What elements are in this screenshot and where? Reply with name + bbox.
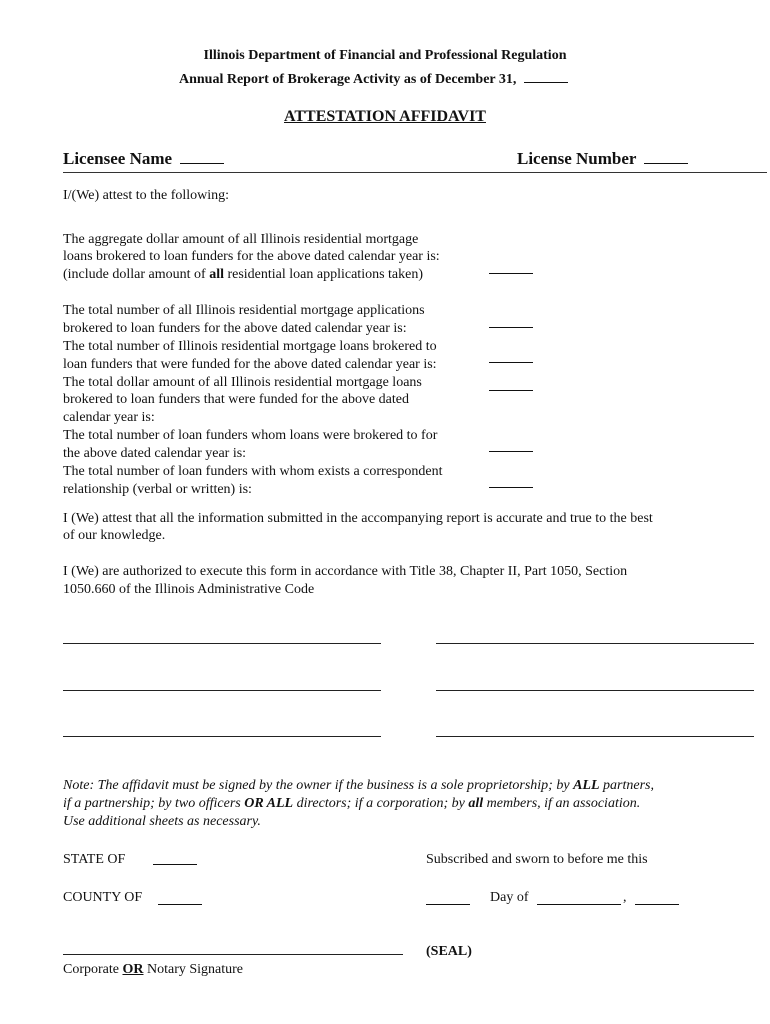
attest-accuracy-line-2: of our knowledge. xyxy=(63,528,166,543)
q3-answer-blank[interactable] xyxy=(489,362,533,363)
note-line-3: Use additional sheets as necessary. xyxy=(63,814,261,829)
report-title-line xyxy=(179,70,568,88)
note-line-2a: if a partnership; by two officers xyxy=(63,796,245,811)
q1-line-2: loans brokered to loan funders for the above dated calendar year is: xyxy=(63,249,440,264)
note-line-2e: members, if an association. xyxy=(483,796,641,811)
q4-line-2: brokered to loan funders that were funded for the above dated xyxy=(63,392,409,407)
signature-line[interactable] xyxy=(63,690,381,691)
signature-line[interactable] xyxy=(436,690,754,691)
q1-line-3a: (include dollar amount of xyxy=(63,267,210,282)
signature-caption xyxy=(63,961,243,979)
q1-line-3 xyxy=(63,266,423,284)
note-line-2 xyxy=(63,795,640,813)
note-line-2b: OR ALL xyxy=(244,796,294,811)
license-number-label: License Number xyxy=(517,149,637,168)
note-line-1c: partners, xyxy=(599,778,654,793)
signature-line[interactable] xyxy=(436,736,754,737)
note-line-1 xyxy=(63,777,654,795)
q6-answer-blank[interactable] xyxy=(489,487,533,488)
day-of-label: Day of xyxy=(490,890,529,905)
licensee-name-label: Licensee Name xyxy=(63,149,173,168)
q2-line-2: brokered to loan funders for the above dated calendar year is: xyxy=(63,321,407,336)
day-blank[interactable] xyxy=(426,904,470,905)
q2-answer-blank[interactable] xyxy=(489,327,533,328)
q3-line-1: The total number of Illinois residential mortgage loans brokered to xyxy=(63,339,437,354)
note-line-2c: directors; if a corporation; by xyxy=(293,796,469,811)
intro-text: I/(We) attest to the following: xyxy=(63,188,230,203)
report-title: Annual Report of Brokerage Activity as of December 31, xyxy=(179,72,517,87)
q6-line-2: relationship (verbal or written) is: xyxy=(63,482,252,497)
notary-signature-line[interactable] xyxy=(63,954,403,955)
attest-accuracy-line-1: I (We) attest that all the information submitted in the accompanying report is accurate and true to the best xyxy=(63,511,653,526)
note-line-1a: Note: The affidavit must be signed by the owner if the business is a sole proprietorship; by xyxy=(63,778,574,793)
note-line-1b: ALL xyxy=(573,778,600,793)
seal-label: (SEAL) xyxy=(426,944,472,959)
signature-caption-b: OR xyxy=(122,962,144,977)
subscribed-text: Subscribed and sworn to before me this xyxy=(426,852,648,867)
affidavit-title: ATTESTATION AFFIDAVIT xyxy=(284,108,486,125)
signature-caption-a: Corporate xyxy=(63,962,123,977)
attest-authority-line-1: I (We) are authorized to execute this form in accordance with Title 38, Chapter II, Part 1050, Section xyxy=(63,564,628,579)
month-blank[interactable] xyxy=(537,904,621,905)
q5-line-1: The total number of loan funders whom loans were brokered to for xyxy=(63,428,438,443)
state-label: STATE OF xyxy=(63,852,126,867)
license-number-label-row xyxy=(517,149,688,169)
q1-answer-blank[interactable] xyxy=(489,273,533,274)
q4-line-1: The total dollar amount of all Illinois residential mortgage loans xyxy=(63,375,422,390)
date-comma: , xyxy=(623,890,627,905)
licensee-name-label-row xyxy=(63,149,224,169)
q5-answer-blank[interactable] xyxy=(489,451,533,452)
license-number-blank[interactable] xyxy=(644,151,688,164)
licensee-name-blank[interactable] xyxy=(180,151,224,164)
signature-line[interactable] xyxy=(63,736,381,737)
q2-line-1: The total number of all Illinois residential mortgage applications xyxy=(63,303,425,318)
state-blank[interactable] xyxy=(153,864,197,865)
agency-name: Illinois Department of Financial and Professional Regulation xyxy=(203,48,567,63)
year-blank-notary[interactable] xyxy=(635,904,679,905)
q1-line-1: The aggregate dollar amount of all Illinois residential mortgage xyxy=(63,232,419,247)
year-blank[interactable] xyxy=(524,70,568,83)
signature-line[interactable] xyxy=(436,643,754,644)
county-blank[interactable] xyxy=(158,904,202,905)
q1-line-3b: all xyxy=(209,267,224,282)
q4-answer-blank[interactable] xyxy=(489,390,533,391)
q3-line-2: loan funders that were funded for the above dated calendar year is: xyxy=(63,357,437,372)
q5-line-2: the above dated calendar year is: xyxy=(63,446,247,461)
note-line-2d: all xyxy=(468,796,484,811)
q6-line-1: The total number of loan funders with whom exists a correspondent xyxy=(63,464,443,479)
attest-authority-line-2: 1050.660 of the Illinois Administrative Code xyxy=(63,582,315,597)
signature-caption-c: Notary Signature xyxy=(143,962,244,977)
signature-line[interactable] xyxy=(63,643,381,644)
county-label: COUNTY OF xyxy=(63,890,143,905)
q1-line-3c: residential loan applications taken) xyxy=(223,267,424,282)
licensee-divider xyxy=(63,172,767,173)
q4-line-3: calendar year is: xyxy=(63,410,155,425)
